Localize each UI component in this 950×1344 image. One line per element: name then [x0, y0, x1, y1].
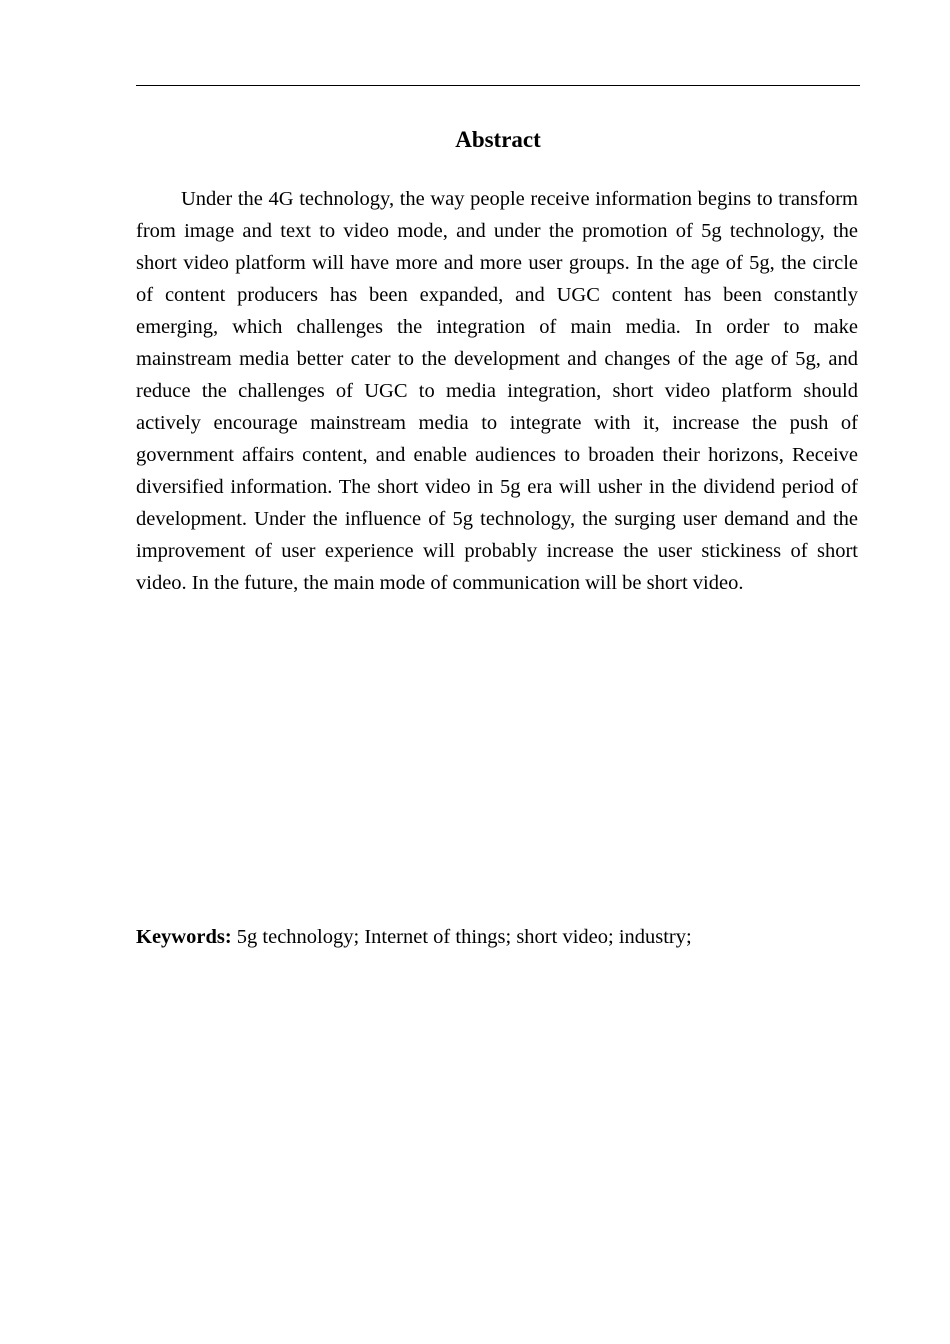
- abstract-body: Under the 4G technology, the way people receive information begins to transform from image and text to video mode, and under the promotion of 5g technology, the short video platform will have more and more user groups. In the age of 5g, the circle of content producers has been expanded, and UGC content has been constantly emerging, which challenges the integration of main media. In order to make mainstream media better cater to the development and changes of the age of 5g, and reduce the challenges of UGC to media integration, short video platform should actively encourage mainstream media to integrate with it, increase the push of government affairs content, and enable audiences to broaden their horizons, Receive diversified information. The short video in 5g era will usher in the dividend period of development. Under the influence of 5g technology, the surging user demand and the improvement of user experience will probably increase the user stickiness of short video. In the future, the main mode of communication will be short video.: [136, 188, 858, 594]
- page-title: Abstract: [455, 127, 541, 152]
- keywords-label: Keywords:: [136, 926, 232, 948]
- keywords-line: [136, 921, 860, 953]
- header-rule: [136, 85, 860, 86]
- keywords-text: 5g technology; Internet of things; short video; industry;: [236, 926, 692, 948]
